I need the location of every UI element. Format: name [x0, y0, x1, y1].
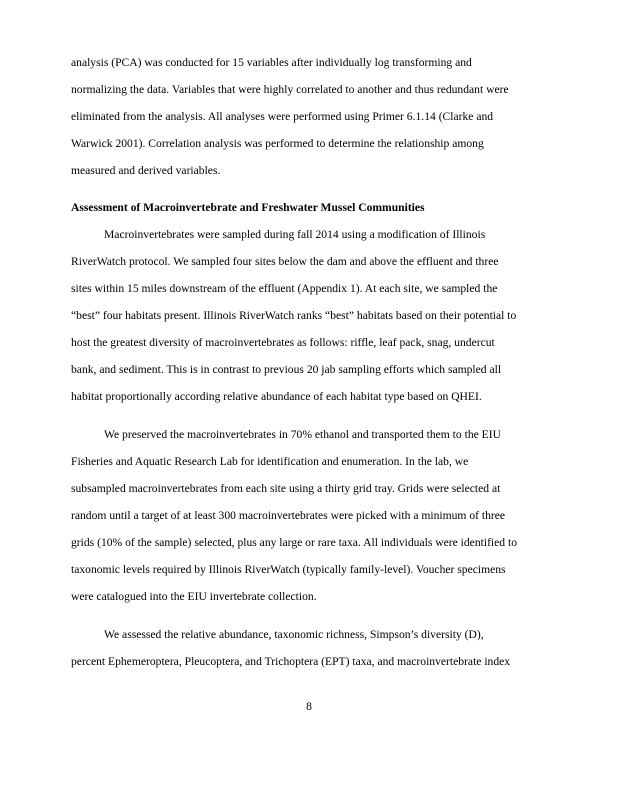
section-heading: Assessment of Macroinvertebrate and Freshwater Mussel Communities — [71, 201, 425, 214]
paragraph-line: grids (10% of the sample) selected, plus any large or rare taxa. All individuals were identified to — [71, 536, 518, 549]
paragraph-line: eliminated from the analysis. All analyses were performed using Primer 6.1.14 (Clarke and — [71, 110, 494, 123]
paragraph-line: RiverWatch protocol. We sampled four sites below the dam and above the effluent and three — [71, 255, 499, 268]
paragraph-line: “best” four habitats present. Illinois RiverWatch ranks “best” habitats based on their potential to — [71, 309, 517, 322]
paragraph-line: We assessed the relative abundance, taxonomic richness, Simpson’s diversity (D), — [104, 628, 484, 641]
paragraph-line: taxonomic levels required by Illinois RiverWatch (typically family-level). Voucher specimens — [71, 563, 506, 576]
paragraph-line: random until a target of at least 300 macroinvertebrates were picked with a minimum of three — [71, 509, 506, 522]
paragraph-line: normalizing the data. Variables that were highly correlated to another and thus redundant were — [71, 83, 509, 96]
paragraph-line: percent Ephemeroptera, Pleucoptera, and Trichoptera (EPT) taxa, and macroinvertebrate index — [71, 655, 511, 668]
paragraph-line: bank, and sediment. This is in contrast to previous 20 jab sampling efforts which sampled all — [71, 363, 502, 376]
paragraph-line: were catalogued into the EIU invertebrate collection. — [71, 590, 317, 603]
paragraph-line: host the greatest diversity of macroinvertebrates as follows: riffle, leaf pack, snag, undercut — [71, 336, 495, 349]
paragraph-line: sites within 15 miles downstream of the effluent (Appendix 1). At each site, we sampled the — [71, 282, 498, 295]
paragraph-line: Macroinvertebrates were sampled during fall 2014 using a modification of Illinois — [104, 228, 486, 241]
paragraph-line: subsampled macroinvertebrates from each site using a thirty grid tray. Grids were selected at — [71, 482, 501, 495]
page-number: 8 — [306, 700, 312, 713]
paragraph-line: analysis (PCA) was conducted for 15 variables after individually log transforming and — [71, 56, 472, 69]
paragraph-line: Warwick 2001). Correlation analysis was performed to determine the relationship among — [71, 137, 484, 150]
paragraph-line: measured and derived variables. — [71, 164, 221, 177]
paragraph-line: Fisheries and Aquatic Research Lab for identification and enumeration. In the lab, we — [71, 455, 469, 468]
paragraph-line: We preserved the macroinvertebrates in 70% ethanol and transported them to the EIU — [104, 428, 501, 441]
paragraph-line: habitat proportionally according relative abundance of each habitat type based on QHEI. — [71, 390, 482, 403]
